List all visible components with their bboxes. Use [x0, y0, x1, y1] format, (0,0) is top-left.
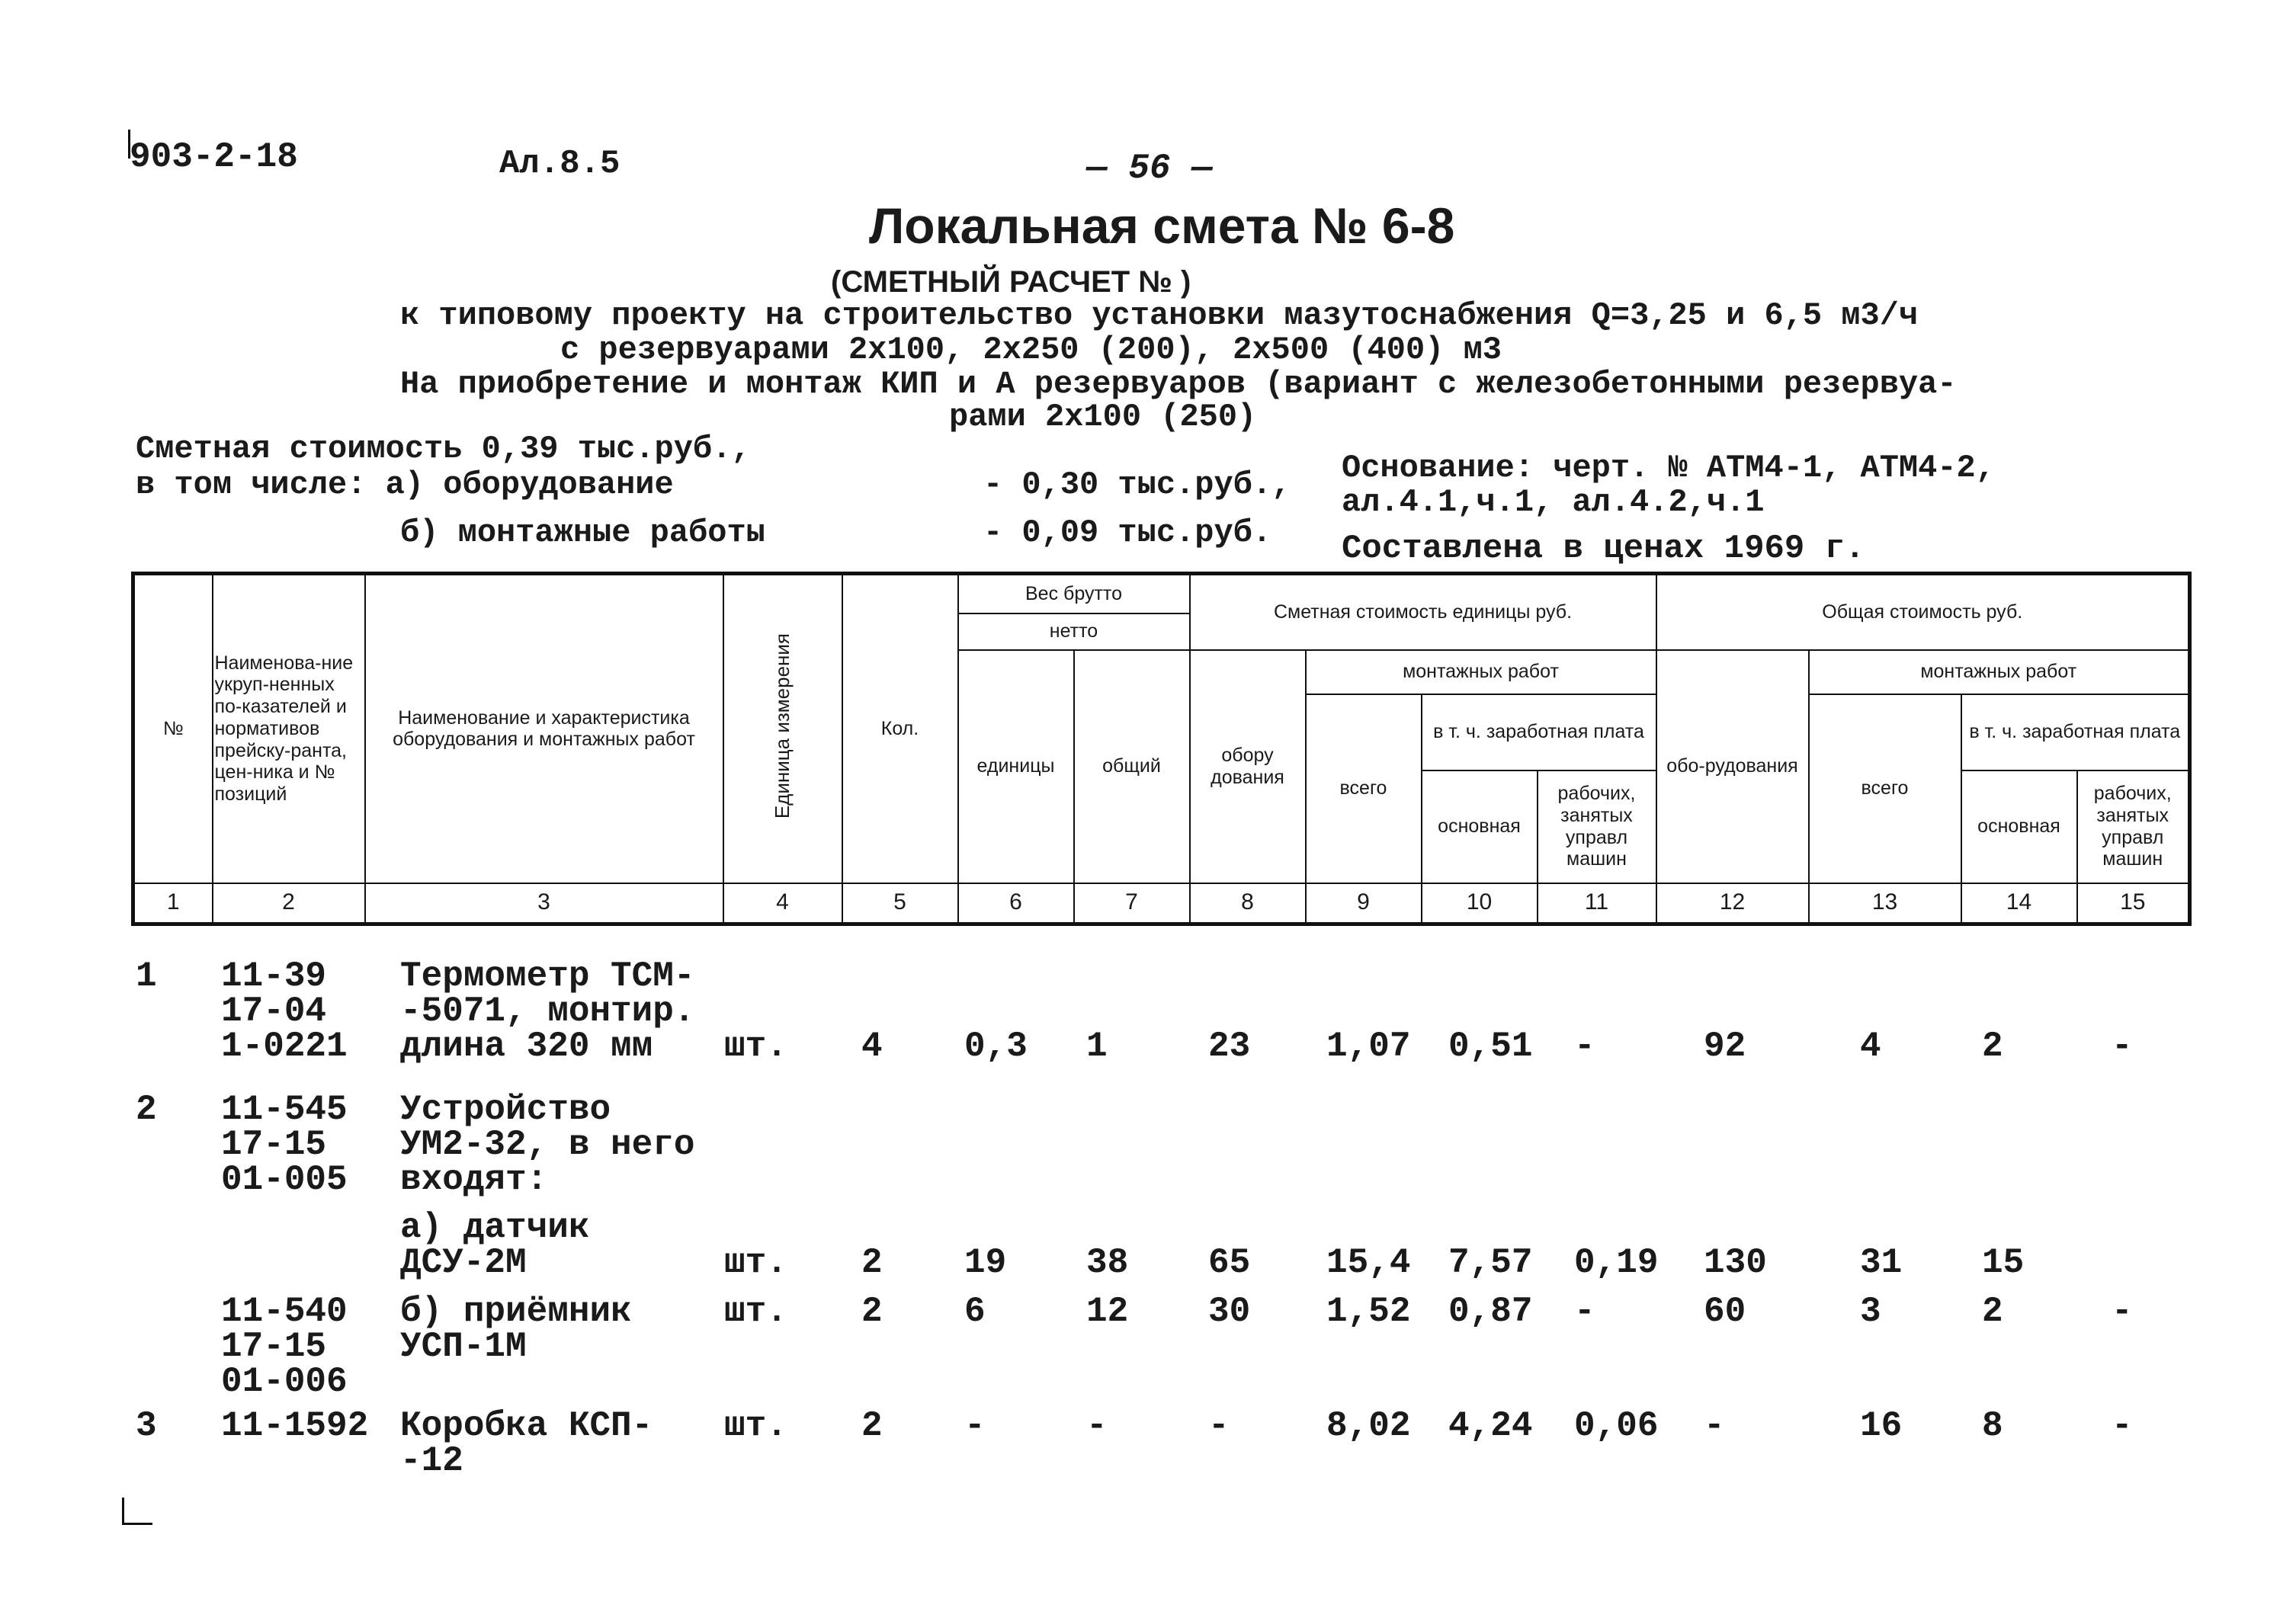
col-header-net-weight: нетто: [958, 613, 1190, 650]
column-number-14: 14: [1961, 883, 2077, 924]
col-header-weight-per-unit: единицы: [958, 650, 1074, 883]
row-c-mach: 0,06: [1574, 1406, 1659, 1446]
row-t-basic: 2: [1982, 1027, 2003, 1066]
row-item-name: Устройство: [400, 1090, 611, 1129]
row-norm-code: 11-1592: [221, 1406, 369, 1446]
row-number: 1: [136, 956, 157, 996]
corner-mark-bottom: [122, 1498, 124, 1525]
row-t-equip: 60: [1704, 1292, 1746, 1331]
row-w-unit: 6: [964, 1292, 986, 1331]
price-level: Составлена в ценах 1969 г.: [1342, 530, 1865, 568]
album-number: Ал.8.5: [499, 145, 620, 183]
row-c-basic: 0,51: [1448, 1027, 1533, 1066]
row-item-name: входят:: [400, 1160, 548, 1200]
description-line-2: с резервуарами 2х100, 2х250 (200), 2х500 (400) м3: [560, 332, 1502, 368]
row-number: 3: [136, 1406, 157, 1446]
column-numbers-row: [133, 883, 2190, 924]
row-t-basic: 8: [1982, 1406, 2003, 1446]
col-header-unit-equipment: обору дования: [1190, 650, 1306, 883]
row-qty: 2: [861, 1243, 883, 1283]
row-c-equip: 65: [1208, 1243, 1251, 1283]
row-norm-code: 17-15: [221, 1327, 327, 1366]
col-header-equipment-name: Наименование и характеристика оборудования и монтажных работ: [365, 574, 723, 883]
col-header-total-equipment: обо-рудования: [1656, 650, 1809, 883]
row-item-name: б) приёмник: [400, 1292, 632, 1331]
row-c-mach: -: [1574, 1292, 1595, 1331]
row-c-basic: 4,24: [1448, 1406, 1533, 1446]
row-norm-code: 1-0221: [221, 1027, 348, 1066]
description-line-4: рами 2х100 (250): [949, 399, 1257, 435]
col-header-unit-machine: рабочих, занятых управл машин: [1538, 770, 1656, 883]
page-number: — 56 —: [1086, 149, 1213, 188]
col-header-unit-wage: в т. ч. заработная плата: [1422, 694, 1656, 770]
row-item-name: Коробка КСП-: [400, 1406, 653, 1446]
col-header-unit-cost: Сметная стоимость единицы руб.: [1190, 574, 1656, 650]
row-c-mach: 0,19: [1574, 1243, 1659, 1283]
row-qty: 4: [861, 1027, 883, 1066]
column-number-10: 10: [1422, 883, 1538, 924]
column-number-11: 11: [1538, 883, 1656, 924]
row-t-equip: 92: [1704, 1027, 1746, 1066]
col-header-unit-mounting: монтажных работ: [1306, 650, 1656, 694]
col-header-norms: Наименова-ние укруп-ненных по-казателей и нормативов прейску-ранта, цен-ника и № позиций: [213, 574, 365, 883]
column-number-12: 12: [1656, 883, 1809, 924]
description-line-3: На приобретение и монтаж КИП и А резервуаров (вариант с железобетонными резервуа-: [400, 366, 1957, 402]
estimated-cost-equipment-label: в том числе: а) оборудование: [136, 466, 674, 503]
row-w-unit: 0,3: [964, 1027, 1028, 1066]
row-t-basic: 2: [1982, 1292, 2003, 1331]
row-norm-code: 11-545: [221, 1090, 348, 1129]
row-w-total: -: [1086, 1406, 1108, 1446]
row-norm-code: 17-04: [221, 992, 327, 1031]
row-norm-code: 11-39: [221, 956, 327, 996]
column-number-4: 4: [723, 883, 842, 924]
row-qty: 2: [861, 1406, 883, 1446]
basis-line-2: ал.4.1,ч.1, ал.4.2,ч.1: [1342, 484, 1765, 521]
row-item-name: Термометр ТСМ-: [400, 956, 695, 996]
row-item-name: УСП-1М: [400, 1327, 527, 1366]
col-header-total-basic: основная: [1961, 770, 2077, 883]
row-c-all: 1,07: [1326, 1027, 1411, 1066]
row-item-name: -5071, монтир.: [400, 992, 695, 1031]
row-w-total: 12: [1086, 1292, 1129, 1331]
estimated-cost-mounting-label: б) монтажные работы: [400, 514, 765, 551]
row-t-all: 31: [1860, 1243, 1903, 1283]
row-item-name: а) датчик: [400, 1208, 590, 1248]
row-c-equip: 30: [1208, 1292, 1251, 1331]
row-c-equip: 23: [1208, 1027, 1251, 1066]
row-w-total: 1: [1086, 1027, 1108, 1066]
row-t-all: 4: [1860, 1027, 1881, 1066]
row-c-basic: 7,57: [1448, 1243, 1533, 1283]
column-number-6: 6: [958, 883, 1074, 924]
row-qty: 2: [861, 1292, 883, 1331]
row-c-basic: 0,87: [1448, 1292, 1533, 1331]
row-t-equip: 130: [1704, 1243, 1767, 1283]
page-title: Локальная смета № 6-8: [869, 197, 1455, 254]
basis-line-1: Основание: черт. № АТМ4-1, АТМ4-2,: [1342, 450, 1995, 486]
column-number-13: 13: [1809, 883, 1961, 924]
col-header-weight-total: общий: [1074, 650, 1190, 883]
column-number-9: 9: [1306, 883, 1422, 924]
row-item-name: -12: [400, 1441, 463, 1481]
column-number-2: 2: [213, 883, 365, 924]
row-item-name: УМ2-32, в него: [400, 1125, 695, 1164]
row-c-all: 1,52: [1326, 1292, 1411, 1331]
col-header-total-cost: Общая стоимость руб.: [1656, 574, 2190, 650]
row-unit: шт.: [724, 1243, 787, 1283]
col-header-total-mounting: монтажных работ: [1809, 650, 2190, 694]
row-c-all: 15,4: [1326, 1243, 1411, 1283]
page-subtitle: (СМЕТНЫЙ РАСЧЕТ № ): [831, 265, 1191, 299]
col-header-unit-all: всего: [1306, 694, 1422, 883]
estimated-cost-equipment-value: - 0,30 тыс.руб.,: [983, 466, 1291, 503]
col-header-total-all: всего: [1809, 694, 1961, 883]
row-t-mach: -: [2112, 1406, 2133, 1446]
estimated-cost-total: Сметная стоимость 0,39 тыс.руб.,: [136, 431, 751, 467]
description-line-1: к типовому проекту на строительство установки мазутоснабжения Q=3,25 и 6,5 м3/ч: [400, 297, 1919, 334]
col-header-gross-weight: Вес брутто: [958, 574, 1190, 613]
col-header-unit-label: Единица измерения: [770, 633, 794, 819]
column-number-1: 1: [133, 883, 213, 924]
col-header-quantity: Кол.: [842, 574, 958, 883]
row-w-total: 38: [1086, 1243, 1129, 1283]
row-w-unit: 19: [964, 1243, 1007, 1283]
row-c-all: 8,02: [1326, 1406, 1411, 1446]
row-unit: шт.: [724, 1027, 787, 1066]
row-norm-code: 01-005: [221, 1160, 348, 1200]
row-w-unit: -: [964, 1406, 986, 1446]
row-t-equip: -: [1704, 1406, 1725, 1446]
col-header-number: №: [133, 574, 213, 883]
row-t-all: 3: [1860, 1292, 1881, 1331]
row-t-mach: -: [2112, 1292, 2133, 1331]
col-header-unit-basic: основная: [1422, 770, 1538, 883]
column-number-3: 3: [365, 883, 723, 924]
col-header-total-wage: в т. ч. заработная плата: [1961, 694, 2190, 770]
col-header-total-machine: рабочих, занятых управл машин: [2077, 770, 2190, 883]
estimated-cost-mounting-value: - 0,09 тыс.руб.: [983, 514, 1272, 551]
corner-mark-bottom-h: [122, 1523, 152, 1525]
row-t-basic: 15: [1982, 1243, 2025, 1283]
row-norm-code: 11-540: [221, 1292, 348, 1331]
row-item-name: длина 320 мм: [400, 1027, 653, 1066]
document-code: 903-2-18: [130, 137, 298, 177]
row-item-name: ДСУ-2М: [400, 1243, 527, 1283]
col-header-unit: [723, 574, 842, 883]
row-unit: шт.: [724, 1292, 787, 1331]
column-number-5: 5: [842, 883, 958, 924]
estimate-table-header: [131, 572, 2192, 926]
row-c-mach: -: [1574, 1027, 1595, 1066]
row-t-all: 16: [1860, 1406, 1903, 1446]
row-unit: шт.: [724, 1406, 787, 1446]
row-number: 2: [136, 1090, 157, 1129]
column-number-15: 15: [2077, 883, 2190, 924]
row-norm-code: 17-15: [221, 1125, 327, 1164]
row-t-mach: -: [2112, 1027, 2133, 1066]
column-number-8: 8: [1190, 883, 1306, 924]
column-number-7: 7: [1074, 883, 1190, 924]
row-norm-code: 01-006: [221, 1362, 348, 1402]
row-c-equip: -: [1208, 1406, 1230, 1446]
